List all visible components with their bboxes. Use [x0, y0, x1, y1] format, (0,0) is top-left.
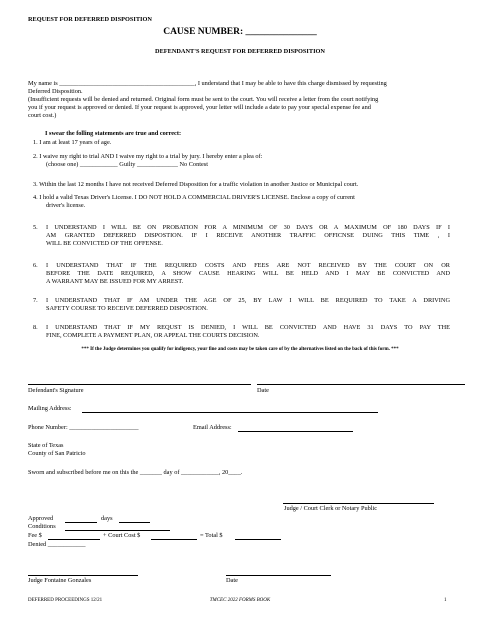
denied-field[interactable]: Denied ____________ — [28, 541, 86, 548]
total-label: = Total $ — [200, 532, 223, 539]
form-title: REQUEST FOR DEFERRED DISPOSITION — [28, 16, 152, 23]
statement-5-num: 5. — [33, 224, 38, 231]
date-label: Date — [257, 387, 269, 394]
statement-line: FINE, COMPLETE A PAYMENT PLAN, OR APPEAL THE COURTS DECISION. — [46, 332, 260, 339]
cause-number: CAUSE NUMBER: _______________ — [163, 27, 317, 37]
judge-name: Judge Fontaine Gonzales — [28, 577, 92, 584]
mailing-address-field[interactable] — [82, 412, 378, 413]
statement-line: I UNDERSTAND THAT IF MY REQUST IS DENIED, I WILL BE CONVICTED AND HAVE 31 DAYS TO PAY THE — [46, 324, 450, 331]
statement-6 — [46, 262, 450, 286]
footer-left: DEFERRED PROCEEDINGS 12/21 — [28, 598, 103, 603]
defendant-signature-label: Defendant's Signature — [28, 387, 84, 394]
judge-date-line[interactable] — [226, 575, 331, 576]
statement-line: SAFETY COURSE TO RECEIVE DEFERRED DISPOSTION. — [46, 305, 208, 312]
signature-date-line[interactable] — [257, 384, 465, 385]
statement-line: A WARRANT MAY BE ISSUED FOR MY ARREST. — [46, 278, 184, 285]
intro-line: you if your request is approved or denied. If your request is approved, your letter will include a date to pay your special expense fee and — [28, 104, 371, 111]
clerk-signature-line[interactable] — [283, 503, 434, 504]
statement-7 — [46, 297, 450, 313]
statement-line: BEFORE THE DATE REQUIRED, A SHOW CAUSE HEARING WILL BE HELD AND I MAY BE CONVICTED AND — [46, 270, 450, 277]
court-cost-field[interactable] — [151, 539, 197, 540]
statement-7-num: 7. — [33, 297, 38, 304]
statement-8 — [46, 324, 450, 340]
state-text: State of Texas — [28, 442, 64, 449]
statement-line: AM GRANTED DEFERRED DISPOSTION. IF I RECEIVE ANOTHER TRAFFIC OFFICNSE DUING THIS TIME , I — [46, 232, 450, 239]
statement-line: WILL BE CONVICTED OF THE OFFENSE. — [46, 240, 163, 247]
conditions-field[interactable] — [65, 530, 170, 531]
email-address-field[interactable] — [238, 431, 353, 432]
statement-line: I UNDERSTAND THAT IF THE REQUIRED COSTS AND FEES ARE NOT RECEIVED BY THE COURT ON OR — [46, 262, 450, 269]
statement-6-num: 6. — [33, 262, 38, 269]
phone-number-field[interactable]: Phone Number: ______________________ — [28, 424, 139, 431]
sworn-statement: Sworn and subscribed before me on this the _______ day of ____________, 20____. — [28, 469, 243, 476]
days-label: days — [101, 515, 113, 522]
intro-line: (Insufficient requests will be denied and returned. Original form must be sent to the court. You will receive a letter from the court notifying — [28, 96, 379, 103]
statement-line: I UNDERSTAND THAT IF AM UNDER THE AGE OF 25, BY LAW I WILL BE REQUIRED TO TAKE A DRIVING — [46, 297, 450, 304]
email-address-label: Email Address: — [193, 424, 232, 431]
statement-2: 2. I waive my right to trial AND I waive my right to a trial by jury. I hereby enter a plea of: — [33, 153, 263, 160]
defendant-signature-line[interactable] — [28, 384, 251, 385]
approved-label: Approved — [28, 515, 54, 522]
intro-name-line: My name is ___________________________________________, I understand that I may be able to have this charge dismissed by requesting — [28, 80, 387, 87]
clerk-label: Judge / Court Clerk or Notary Public — [284, 505, 378, 512]
intro-line: Deferred Disposition. — [28, 88, 83, 95]
approved-days-field[interactable] — [65, 522, 97, 523]
statement-5 — [46, 224, 450, 248]
statement-4: 4. I hold a valid Texas Driver's License. I DO NOT HOLD A COMMERCIAL DRIVER'S LICENSE. Enclose a copy of current — [33, 194, 355, 201]
intro-line: court cost.) — [28, 112, 57, 119]
court-cost-label: + Court Cost $ — [103, 532, 141, 539]
statement-4-cont: driver's license. — [46, 202, 86, 209]
judge-date-label: Date — [226, 577, 238, 584]
page-heading: DEFENDANT'S REQUEST FOR DEFERRED DISPOSITION — [155, 48, 325, 55]
judge-signature-line[interactable] — [28, 575, 138, 576]
statement-line: I UNDERSTAND I WILL BE ON PROBATION FOR A MINIMUM OF 30 DAYS OR A MAXIMUM OF 180 DAYS IF I — [46, 224, 450, 231]
conditions-label: Conditions — [28, 523, 56, 530]
total-field[interactable] — [235, 539, 281, 540]
swear-heading: I swear the folling statements are true and correct: — [45, 130, 182, 137]
days-field[interactable] — [119, 522, 150, 523]
county-text: County of San Patricio — [28, 450, 86, 457]
mailing-address-label: Mailing Address: — [28, 405, 72, 412]
statement-3: 3. Within the last 12 months I have not received Deferred Disposition for a traffic violation in another Justice or Municipal court. — [33, 181, 359, 188]
statement-8-num: 8. — [33, 324, 38, 331]
indigency-note: *** If the Judge determines you qualify for indigency, your fine and costs may be taken care of by the alternatives listed on the back of this form. *** — [81, 347, 399, 352]
statement-1: 1. I am at least 17 years of age. — [33, 139, 112, 146]
plea-choice: (choose one) ____________ Guilty _____________ No Contest — [46, 161, 208, 168]
footer-center: TMCEC 2022 FORMS BOOK — [209, 598, 271, 603]
page-number: 1 — [444, 598, 447, 603]
fee-field[interactable] — [48, 539, 100, 540]
fee-label: Fee $ — [28, 532, 42, 539]
